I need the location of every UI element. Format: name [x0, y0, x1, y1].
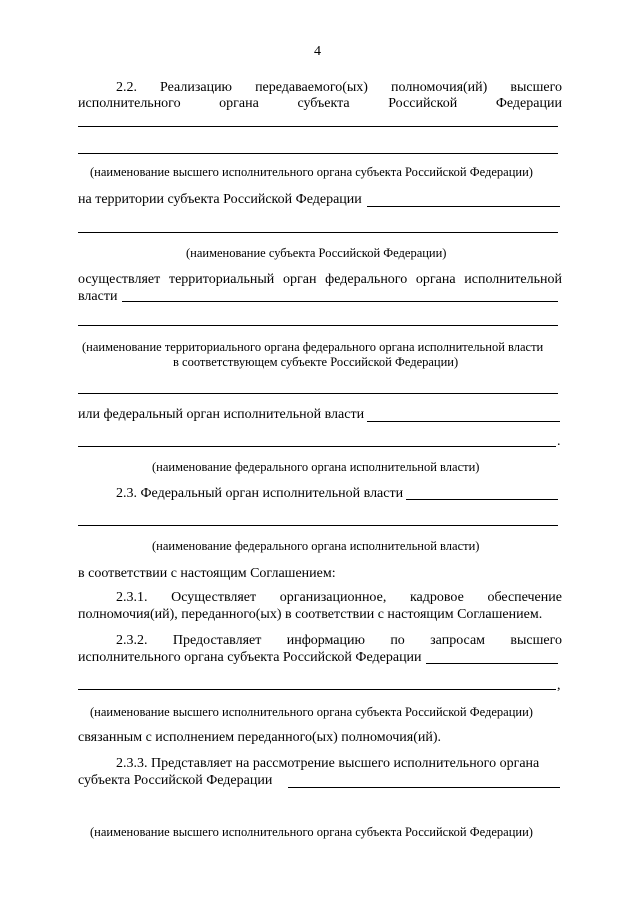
word: 2.3.1. — [116, 590, 148, 605]
according-text: в соответствии с настоящим Соглашением: — [78, 566, 336, 581]
fill-line — [78, 525, 558, 526]
word: 2.2. — [116, 80, 137, 95]
section-2-3-2-line-1 — [116, 633, 562, 649]
word: высшего — [510, 80, 562, 95]
word: запросам — [430, 633, 486, 648]
caption-territorial-line-2: в соответствующем субъекте Российской Федерации) — [173, 355, 459, 369]
fill-line — [78, 446, 556, 447]
section-2-3-1-line-1 — [116, 590, 562, 606]
section-2-3-1-line-2: полномочия(ий), переданного(ых) в соответствии с настоящим Соглашением. — [78, 607, 543, 622]
section-2-2-line-2 — [78, 96, 562, 112]
word: субъекта — [297, 96, 350, 111]
caption-subject: (наименование субъекта Российской Федерации) — [186, 246, 447, 260]
fill-line — [78, 325, 558, 326]
fill-line — [288, 787, 560, 788]
word: кадровое — [409, 590, 464, 605]
caption-higher-exec-organ-3: (наименование высшего исполнительного органа субъекта Российской Федерации) — [90, 825, 533, 839]
fill-line — [78, 689, 556, 690]
word: федерального — [325, 272, 408, 287]
section-2-3-text: 2.3. Федеральный орган исполнительной власти — [116, 486, 404, 501]
word: орган — [283, 272, 317, 287]
word: передаваемого(ых) — [255, 80, 368, 95]
section-2-2-line-1 — [116, 80, 562, 96]
word: исполнительной — [464, 272, 562, 287]
fill-line — [367, 421, 560, 422]
fill-line — [426, 663, 558, 664]
fill-line — [367, 206, 560, 207]
word: организационное, — [279, 590, 387, 605]
section-2-3-3-text: 2.3.3. Представляет на рассмотрение высшего исполнительного органа — [116, 756, 540, 771]
word: Осуществляет — [171, 590, 257, 605]
word: органа — [415, 272, 456, 287]
word: органа — [219, 96, 259, 111]
caption-higher-exec-organ-2: (наименование высшего исполнительного органа субъекта Российской Федерации) — [90, 705, 533, 719]
territorial-line-2: власти — [78, 289, 118, 304]
word: территориальный — [168, 272, 275, 287]
fill-line — [78, 153, 558, 154]
territorial-line-1 — [78, 272, 562, 288]
word: высшего — [510, 633, 562, 648]
fill-line — [78, 232, 558, 233]
word: информацию — [286, 633, 365, 648]
word: Реализацию — [160, 80, 233, 95]
caption-federal-organ-2: (наименование федерального органа исполнительной власти) — [152, 539, 480, 553]
territory-text: на территории субъекта Российской Федерации — [78, 192, 362, 207]
fill-line — [78, 393, 558, 394]
section-2-3-3-line-2: субъекта Российской Федерации — [78, 773, 273, 788]
word: Предоставляет — [172, 633, 262, 648]
word: обеспечение — [487, 590, 562, 605]
word: по — [390, 633, 405, 648]
word: полномочия(ий) — [391, 80, 488, 95]
caption-federal-organ: (наименование федерального органа исполнительной власти) — [152, 460, 480, 474]
page-number: 4 — [314, 44, 321, 59]
fill-line — [406, 499, 558, 500]
or-federal-text: или федеральный орган исполнительной власти — [78, 407, 365, 422]
word: 2.3.2. — [116, 633, 148, 648]
word: Российской — [388, 96, 458, 111]
trailing-comma: , — [557, 678, 561, 693]
word: исполнительного — [78, 96, 181, 111]
word: осуществляет — [78, 272, 161, 287]
related-text: связанным с исполнением переданного(ых) полномочия(ий). — [78, 730, 442, 745]
caption-territorial-line-1: (наименование территориального органа федерального органа исполнительной власти — [82, 340, 544, 354]
section-2-3-3-line-1 — [116, 756, 562, 772]
fill-line — [122, 301, 558, 302]
fill-line — [78, 126, 558, 127]
trailing-dot: . — [557, 434, 561, 449]
section-2-3-2-line-2: исполнительного органа субъекта Российской Федерации — [78, 650, 422, 665]
word: Федерации — [495, 96, 562, 111]
caption-higher-exec-organ: (наименование высшего исполнительного органа субъекта Российской Федерации) — [90, 165, 533, 179]
